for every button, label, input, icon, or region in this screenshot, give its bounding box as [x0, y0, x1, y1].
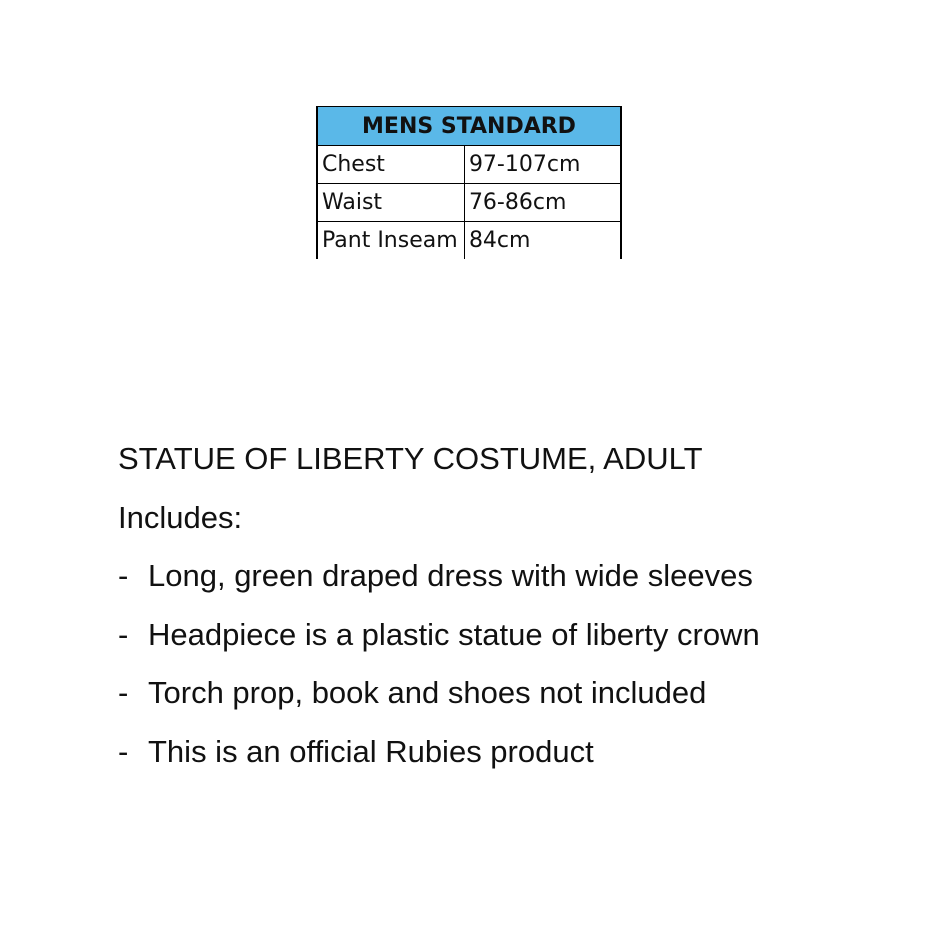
- size-chart-row-inseam: [317, 222, 621, 260]
- size-label-waist: Waist: [317, 184, 464, 222]
- include-item-text: This is an official Rubies product: [148, 733, 594, 769]
- size-chart-row-chest: [317, 146, 621, 184]
- size-chart-table: [316, 106, 622, 259]
- include-item-text: Headpiece is a plastic statue of liberty crown: [148, 616, 760, 652]
- includes-label: Includes:: [118, 499, 243, 535]
- size-value-chest: 97-107cm: [464, 146, 621, 184]
- size-value-inseam: 84cm: [464, 222, 621, 260]
- include-item: [118, 606, 918, 665]
- bullet-dash: -: [118, 733, 129, 769]
- include-item: [118, 547, 918, 606]
- size-label-chest: Chest: [317, 146, 464, 184]
- product-description: [118, 430, 918, 781]
- bullet-dash: -: [118, 675, 129, 710]
- include-item-text: Long, green draped dress with wide sleeves: [148, 558, 753, 593]
- include-item-text: Torch prop, book and shoes not included: [148, 675, 707, 710]
- include-item: [118, 664, 918, 723]
- product-title: STATUE OF LIBERTY COSTUME, ADULT: [118, 441, 703, 476]
- bullet-dash: -: [118, 558, 129, 593]
- size-chart-header-row: [317, 107, 621, 146]
- bullet-dash: -: [118, 616, 129, 652]
- size-chart-row-waist: [317, 184, 621, 222]
- size-label-inseam: Pant Inseam: [317, 222, 464, 260]
- size-value-waist: 76-86cm: [464, 184, 621, 222]
- include-item: [118, 723, 918, 782]
- size-chart-heading: MENS STANDARD: [317, 107, 621, 146]
